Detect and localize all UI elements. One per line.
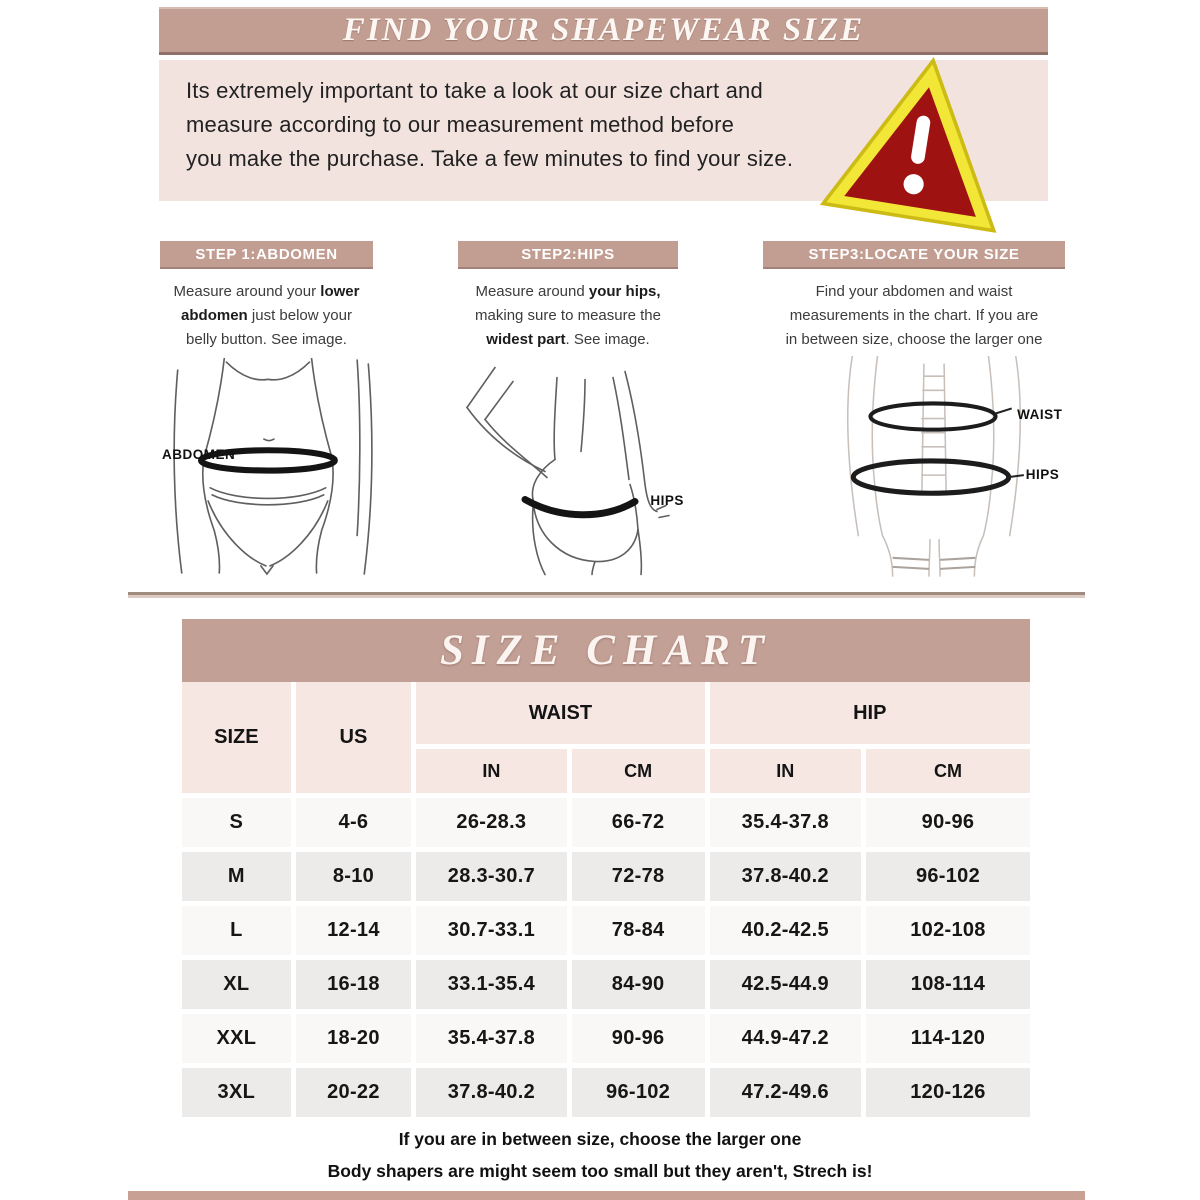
column-header-size: SIZE	[182, 682, 291, 793]
step-2-hips	[458, 241, 678, 352]
hips-figure-label: HIPS	[650, 493, 684, 509]
measurement-cell: 44.9-47.2	[710, 1014, 861, 1063]
step-1-abdomen	[160, 241, 373, 352]
size-cell: 3XL	[182, 1068, 291, 1117]
measurement-cell: 108-114	[866, 960, 1030, 1009]
measurement-cell: 96-102	[866, 852, 1030, 901]
measurement-cell: 84-90	[572, 960, 705, 1009]
footer-note-2: Body shapers are might seem too small but they aren't, Strech is!	[327, 1161, 873, 1181]
measurement-cell: 37.8-40.2	[710, 852, 861, 901]
size-cell: XL	[182, 960, 291, 1009]
bottom-bar	[128, 1191, 1085, 1200]
subheader-waist-in: IN	[416, 749, 566, 793]
intro-text: Its extremely important to take a look at our size chart and measure according to our measurement method before you make the purchase. Take a few minutes to find your size.	[186, 78, 794, 171]
measurement-cell: 26-28.3	[416, 798, 566, 847]
measurement-cell: 102-108	[866, 906, 1030, 955]
step-3-header: STEP3:LOCATE YOUR SIZE	[808, 245, 1020, 263]
step-3-header-band	[763, 241, 1065, 269]
step-3-text: Find your abdomen and waist measurements in the chart. If you are in between size, choose the larger one	[785, 283, 1043, 348]
measurement-cell: 66-72	[572, 798, 705, 847]
size-cell: XXL	[182, 1014, 291, 1063]
measurement-cell: 42.5-44.9	[710, 960, 861, 1009]
section-divider	[128, 592, 1085, 598]
locate-hips-figure-label: HIPS	[1025, 467, 1060, 482]
waist-figure-label: WAIST	[1017, 407, 1063, 423]
subheader-hip-cm: CM	[866, 749, 1030, 793]
measurement-cell: 28.3-30.7	[416, 852, 566, 901]
measurement-cell: 35.4-37.8	[710, 798, 861, 847]
page-title: FIND YOUR SHAPEWEAR SIZE	[342, 12, 865, 48]
subheader-hip-in: IN	[710, 749, 861, 793]
column-header-us: US	[296, 682, 412, 793]
size-chart-title: SIZE CHART	[439, 627, 773, 674]
step-2-header-band	[458, 241, 678, 269]
measurement-cell: 114-120	[866, 1014, 1030, 1063]
measurement-cell: 12-14	[296, 906, 412, 955]
abdomen-figure	[158, 358, 388, 576]
size-cell: M	[182, 852, 291, 901]
warning-triangle-icon	[817, 43, 1022, 245]
page-title-band	[159, 7, 1048, 55]
step-1-header-band	[160, 241, 373, 269]
measurement-cell: 40.2-42.5	[710, 906, 861, 955]
measurement-cell: 8-10	[296, 852, 412, 901]
measurement-cell: 90-96	[572, 1014, 705, 1063]
measurement-cell: 20-22	[296, 1068, 412, 1117]
abdomen-figure-label: ABDOMEN	[162, 447, 236, 463]
step-1-header: STEP 1:ABDOMEN	[195, 245, 338, 263]
hips-figure	[445, 358, 705, 576]
step-2-text: Measure around your hips, making sure to measure the widest part. See image.	[475, 283, 661, 348]
measurement-cell: 33.1-35.4	[416, 960, 566, 1009]
measurement-cell: 96-102	[572, 1068, 705, 1117]
measurement-cell: 37.8-40.2	[416, 1068, 566, 1117]
size-chart-title-band	[182, 619, 1030, 682]
step-3-locate-size	[763, 241, 1065, 352]
size-chart-table	[182, 682, 1030, 1117]
measurement-cell: 18-20	[296, 1014, 412, 1063]
measurement-cell: 4-6	[296, 798, 412, 847]
measurement-cell: 30.7-33.1	[416, 906, 566, 955]
measurement-cell: 16-18	[296, 960, 412, 1009]
size-cell: L	[182, 906, 291, 955]
measurement-cell: 47.2-49.6	[710, 1068, 861, 1117]
subheader-waist-cm: CM	[572, 749, 705, 793]
measurement-cell: 90-96	[866, 798, 1030, 847]
locate-size-figure	[788, 356, 1078, 578]
size-cell: S	[182, 798, 291, 847]
column-header-waist: WAIST	[416, 682, 704, 744]
step-2-header: STEP2:HIPS	[521, 245, 615, 263]
measurement-cell: 72-78	[572, 852, 705, 901]
measurement-cell: 78-84	[572, 906, 705, 955]
measurement-cell: 120-126	[866, 1068, 1030, 1117]
footer-note-1: If you are in between size, choose the larger one	[398, 1129, 802, 1149]
column-header-hip: HIP	[710, 682, 1030, 744]
measurement-cell: 35.4-37.8	[416, 1014, 566, 1063]
step-1-text: Measure around your lower abdomen just below your belly button. See image.	[173, 283, 360, 348]
